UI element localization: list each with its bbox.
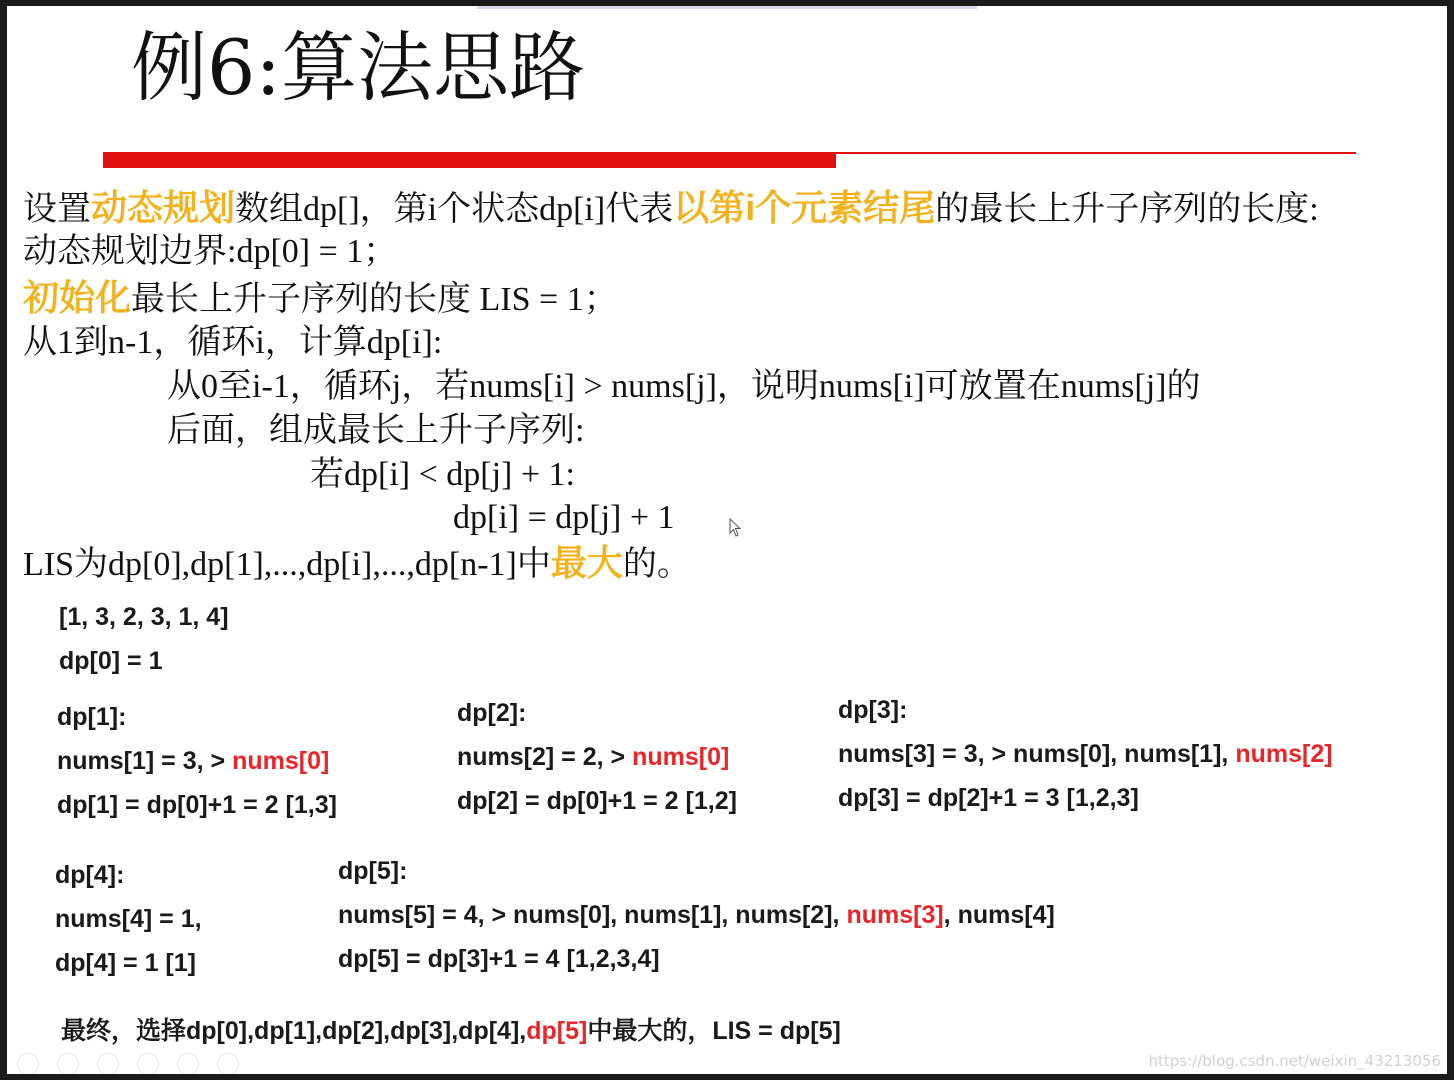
top-tab — [477, 6, 977, 9]
menu-icon[interactable] — [137, 1053, 159, 1074]
highlight-ending-element: 以第i个元素结尾 — [673, 187, 936, 228]
text-segment: , nums[4] — [943, 901, 1055, 929]
line-loop-j-cont: 后面，组成最长上升子序列: — [167, 412, 585, 449]
line-update: dp[i] = dp[j] + 1 — [453, 499, 675, 536]
highlight-init: 初始化 — [23, 277, 132, 318]
text-segment: 的最长上升子序列的长度: — [935, 191, 1319, 228]
line-init — [23, 278, 618, 318]
red-highlight: dp[5] — [526, 1017, 588, 1045]
example-array: [1, 3, 2, 3, 1, 4] — [59, 603, 229, 631]
dp4-result: dp[4] = 1 [1] — [55, 949, 196, 977]
text-segment: 最终，选择dp[0],dp[1],dp[2],dp[3],dp[4], — [61, 1017, 527, 1045]
text-segment: nums[3] = 3, > nums[0], nums[1], — [838, 740, 1236, 768]
dp2-result: dp[2] = dp[0]+1 = 2 [1,2] — [457, 787, 737, 815]
dp1-nums — [57, 748, 329, 776]
text-segment: nums[5] = 4, > nums[0], nums[1], nums[2], — [338, 901, 847, 929]
more-icon[interactable] — [217, 1053, 239, 1074]
line-loop-i: 从1到n-1，循环i，计算dp[i]: — [23, 324, 443, 361]
red-highlight: nums[0] — [632, 743, 730, 771]
mouse-cursor-icon — [729, 518, 743, 538]
red-highlight: nums[2] — [1235, 740, 1333, 768]
dp1-head: dp[1]: — [57, 703, 127, 731]
pen-icon[interactable] — [97, 1053, 119, 1074]
text-segment: 最长上升子序列的长度 LIS = 1； — [131, 281, 618, 318]
text-segment: LIS为dp[0],dp[1],...,dp[i],...,dp[n-1]中 — [23, 546, 551, 583]
text-segment: 的。 — [622, 546, 691, 583]
slide-title: 例6:算法思路 — [131, 23, 585, 112]
line-condition: 若dp[i] < dp[j] + 1: — [310, 456, 575, 493]
text-segment: nums[1] = 3, > — [57, 747, 233, 775]
slide — [7, 6, 1447, 1074]
dp5-nums — [338, 902, 1055, 930]
dp5-head: dp[5]: — [338, 857, 408, 885]
red-highlight: nums[3] — [846, 901, 944, 929]
line-dp-definition — [23, 188, 1319, 228]
text-segment: nums[2] = 2, > — [457, 743, 633, 771]
title-rule-thin — [836, 152, 1356, 154]
dp1-result: dp[1] = dp[0]+1 = 2 [1,3] — [57, 791, 337, 819]
line-loop-j: 从0至i-1，循环j，若nums[i] > nums[j]，说明nums[i]可放置在nums[j]的 — [167, 368, 1201, 405]
dp5-result: dp[5] = dp[3]+1 = 4 [1,2,3,4] — [338, 945, 660, 973]
example-dp0: dp[0] = 1 — [59, 647, 163, 675]
prev-slide-icon[interactable] — [17, 1053, 39, 1074]
dp2-nums — [457, 744, 729, 772]
red-highlight: nums[0] — [232, 747, 330, 775]
dp4-nums: nums[4] = 1, — [55, 905, 202, 933]
text-segment: 中最大的，LIS = dp[5] — [587, 1017, 841, 1045]
highlight-max: 最大 — [550, 542, 623, 583]
final-conclusion — [61, 1018, 841, 1046]
dp3-result: dp[3] = dp[2]+1 = 3 [1,2,3] — [838, 784, 1139, 812]
line-boundary: 动态规划边界:dp[0] = 1； — [23, 233, 398, 270]
title-rule-thick — [103, 152, 836, 168]
zoom-icon[interactable] — [177, 1053, 199, 1074]
next-slide-icon[interactable] — [57, 1053, 79, 1074]
dp2-head: dp[2]: — [457, 699, 527, 727]
highlight-dynamic-programming: 动态规划 — [91, 187, 236, 228]
presentation-controls — [17, 1053, 257, 1074]
line-lis-max — [23, 543, 691, 583]
text-segment: 数组dp[]，第i个状态dp[i]代表 — [235, 191, 674, 228]
watermark: https://blog.csdn.net/weixin_43213056 — [1148, 1052, 1441, 1070]
dp3-head: dp[3]: — [838, 696, 908, 724]
dp3-nums — [838, 741, 1333, 769]
dp4-head: dp[4]: — [55, 861, 125, 889]
text-segment: 设置 — [23, 191, 91, 228]
